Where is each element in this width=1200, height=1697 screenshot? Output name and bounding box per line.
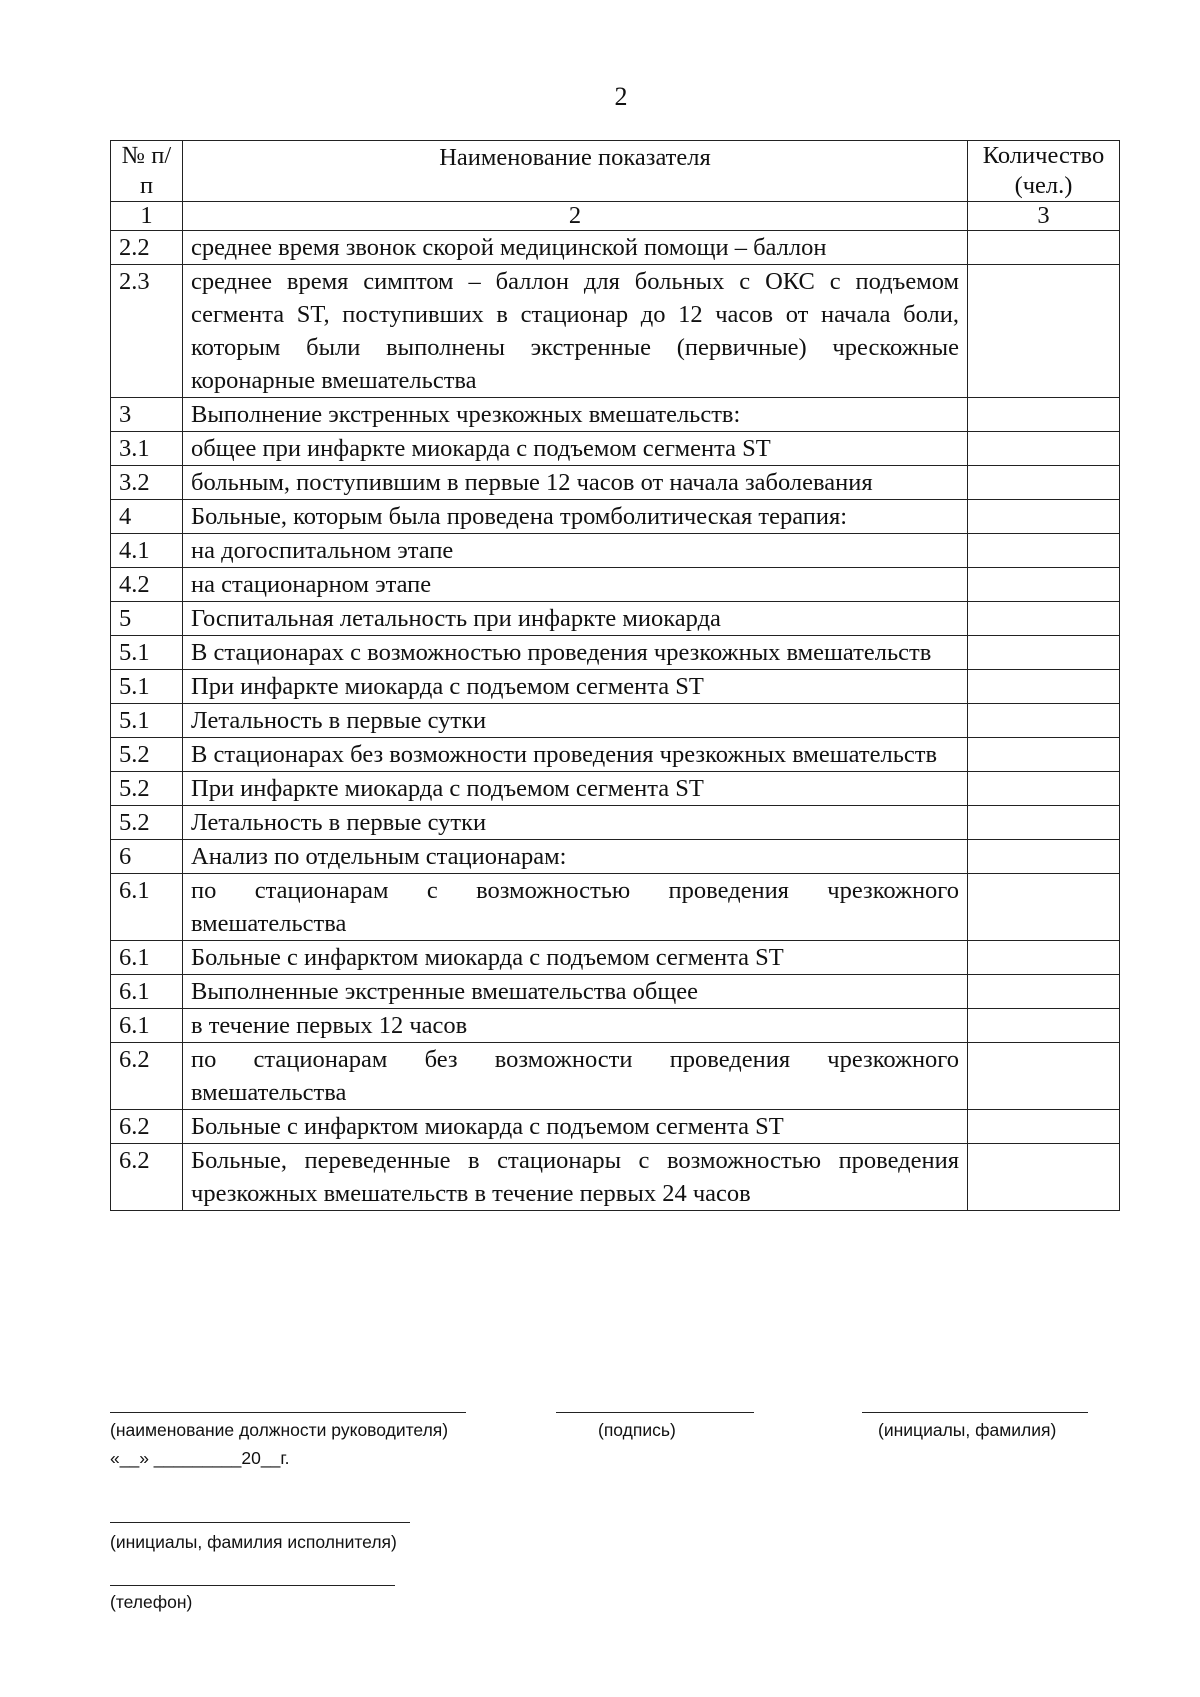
table-header-row	[111, 141, 1120, 202]
position-caption: (наименование должности руководителя)	[110, 1420, 449, 1440]
table-row	[111, 975, 1120, 1009]
row-quantity	[968, 704, 1120, 738]
row-quantity	[968, 466, 1120, 500]
signature-line	[556, 1412, 754, 1413]
row-name: больным, поступившим в первые 12 часов от начала заболевания	[183, 466, 968, 500]
name-caption: (инициалы, фамилия)	[878, 1420, 1057, 1440]
index-cell: 3	[968, 202, 1120, 231]
row-number: 5.1	[111, 704, 183, 738]
row-number: 6.2	[111, 1110, 183, 1144]
position-signature-line	[110, 1412, 466, 1413]
date-line: «__» _________20__г.	[110, 1448, 290, 1468]
row-name: на догоспитальном этапе	[183, 534, 968, 568]
row-number: 5.1	[111, 636, 183, 670]
row-name: Летальность в первые сутки	[183, 704, 968, 738]
row-quantity	[968, 941, 1120, 975]
table-row	[111, 670, 1120, 704]
table-row	[111, 772, 1120, 806]
row-quantity	[968, 534, 1120, 568]
table-row	[111, 568, 1120, 602]
header-number: № п/п	[111, 141, 183, 202]
table-row	[111, 738, 1120, 772]
signature-caption: (подпись)	[598, 1420, 676, 1440]
row-number: 5.1	[111, 670, 183, 704]
row-quantity	[968, 1043, 1120, 1110]
row-number: 4.1	[111, 534, 183, 568]
row-name: Больные, переведенные в стационары с возможностью проведения чрезкожных вмешательств в течение первых 24 часов	[183, 1144, 968, 1211]
row-number: 5.2	[111, 772, 183, 806]
row-number: 3	[111, 398, 183, 432]
executor-line	[110, 1522, 410, 1523]
row-quantity	[968, 231, 1120, 265]
header-name: Наименование показателя	[183, 141, 968, 202]
table-row	[111, 432, 1120, 466]
header-quantity: Количество (чел.)	[968, 141, 1120, 202]
row-quantity	[968, 975, 1120, 1009]
row-name: Анализ по отдельным стационарам:	[183, 840, 968, 874]
row-number: 4.2	[111, 568, 183, 602]
row-name: в течение первых 12 часов	[183, 1009, 968, 1043]
row-number: 2.2	[111, 231, 183, 265]
row-name: Госпитальная летальность при инфаркте миокарда	[183, 602, 968, 636]
row-number: 3.2	[111, 466, 183, 500]
table-row	[111, 840, 1120, 874]
row-name: Больные с инфарктом миокарда с подъемом сегмента ST	[183, 941, 968, 975]
row-name: Больные, которым была проведена тромболитическая терапия:	[183, 500, 968, 534]
row-name: В стационарах без возможности проведения чрезкожных вмешательств	[183, 738, 968, 772]
row-number: 6.1	[111, 975, 183, 1009]
table-row	[111, 636, 1120, 670]
executor-caption: (инициалы, фамилия исполнителя)	[110, 1532, 397, 1552]
table-body	[111, 231, 1120, 1211]
row-number: 6	[111, 840, 183, 874]
row-quantity	[968, 1144, 1120, 1211]
row-quantity	[968, 806, 1120, 840]
name-signature-line	[862, 1412, 1088, 1413]
row-number: 5.2	[111, 738, 183, 772]
row-quantity	[968, 265, 1120, 398]
row-name: При инфаркте миокарда с подъемом сегмента ST	[183, 772, 968, 806]
table-row	[111, 1144, 1120, 1211]
row-number: 6.2	[111, 1043, 183, 1110]
row-quantity	[968, 772, 1120, 806]
table-row	[111, 1043, 1120, 1110]
row-name: В стационарах с возможностью проведения чрезкожных вмешательств	[183, 636, 968, 670]
row-quantity	[968, 568, 1120, 602]
row-quantity	[968, 636, 1120, 670]
table-row	[111, 806, 1120, 840]
row-number: 5.2	[111, 806, 183, 840]
index-cell: 2	[183, 202, 968, 231]
row-quantity	[968, 874, 1120, 941]
row-number: 5	[111, 602, 183, 636]
table-row	[111, 1009, 1120, 1043]
row-number: 2.3	[111, 265, 183, 398]
row-name: общее при инфаркте миокарда с подъемом сегмента ST	[183, 432, 968, 466]
row-number: 6.1	[111, 1009, 183, 1043]
row-quantity	[968, 500, 1120, 534]
row-name: Выполненные экстренные вмешательства общее	[183, 975, 968, 1009]
row-name: среднее время звонок скорой медицинской помощи – баллон	[183, 231, 968, 265]
table-row	[111, 874, 1120, 941]
row-number: 6.1	[111, 874, 183, 941]
table-row	[111, 941, 1120, 975]
index-cell: 1	[111, 202, 183, 231]
page-number: 2	[614, 82, 628, 111]
row-name: на стационарном этапе	[183, 568, 968, 602]
row-name: по стационарам без возможности проведения чрезкожного вмешательства	[183, 1043, 968, 1110]
table-row	[111, 265, 1120, 398]
table-row	[111, 534, 1120, 568]
table-row	[111, 602, 1120, 636]
phone-line	[110, 1585, 395, 1586]
row-number: 6.1	[111, 941, 183, 975]
row-number: 6.2	[111, 1144, 183, 1211]
row-quantity	[968, 670, 1120, 704]
row-quantity	[968, 1009, 1120, 1043]
table-row	[111, 1110, 1120, 1144]
row-name: Летальность в первые сутки	[183, 806, 968, 840]
row-quantity	[968, 840, 1120, 874]
row-quantity	[968, 432, 1120, 466]
table-index-row	[111, 202, 1120, 231]
table-row	[111, 500, 1120, 534]
table-row	[111, 466, 1120, 500]
row-name: Больные с инфарктом миокарда с подъемом сегмента ST	[183, 1110, 968, 1144]
row-quantity	[968, 738, 1120, 772]
row-name: среднее время симптом – баллон для больных с ОКС с подъемом сегмента ST, поступивших в стационар до 12 часов от начала боли, которым были выполнены экстренные (первичные) чрескожные коронарные вмешательства	[183, 265, 968, 398]
row-number: 3.1	[111, 432, 183, 466]
row-quantity	[968, 398, 1120, 432]
phone-caption: (телефон)	[110, 1592, 193, 1612]
row-number: 4	[111, 500, 183, 534]
row-name: При инфаркте миокарда с подъемом сегмента ST	[183, 670, 968, 704]
report-table	[110, 140, 1120, 1211]
row-quantity	[968, 1110, 1120, 1144]
row-name: Выполнение экстренных чрезкожных вмешательств:	[183, 398, 968, 432]
table-row	[111, 231, 1120, 265]
row-quantity	[968, 602, 1120, 636]
row-name: по стационарам с возможностью проведения чрезкожного вмешательства	[183, 874, 968, 941]
table-row	[111, 704, 1120, 738]
table-row	[111, 398, 1120, 432]
